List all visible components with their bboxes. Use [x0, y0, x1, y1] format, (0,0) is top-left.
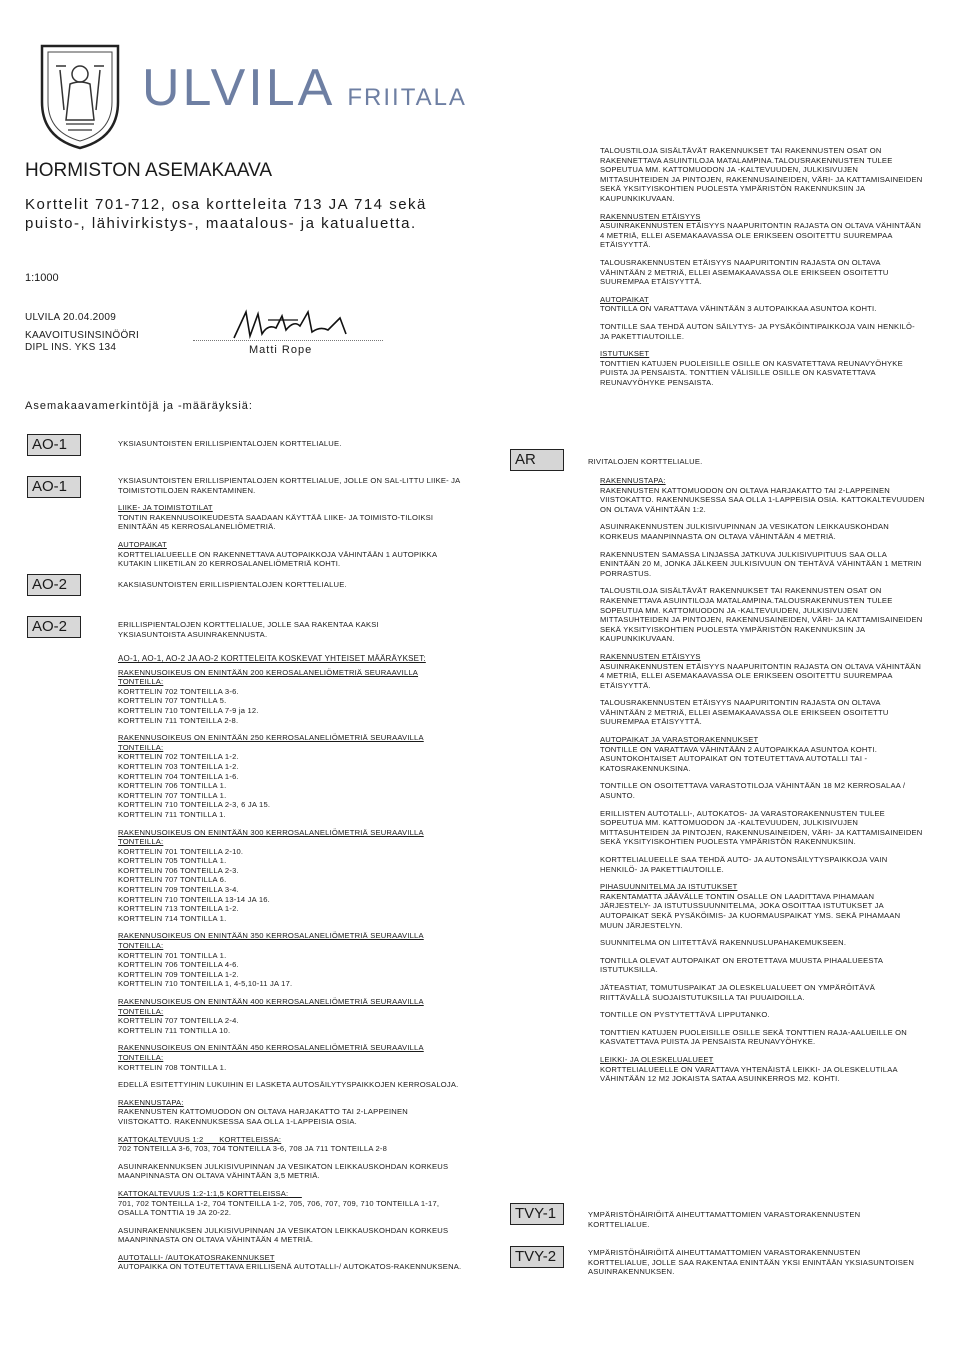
code-tvy2-text: YMPÄRISTÖHÄIRIÖITÄ AIHEUTTAMATTOMIEN VARASTORAKENNUSTEN KORTTELIALUE, JOLLE SAA RAKENTAA ENINTÄÄN YKSI ENINTÄÄN YKSIASUNTOISEN ASUINRAKENNUKSEN.: [588, 1248, 915, 1277]
capacity-line: KORTTELIN 714 TONTILLA 1.: [118, 913, 227, 923]
capacity-line: KORTTELIN 711 TONTEILLA 2-8.: [118, 715, 239, 725]
capacity-line: KORTTELIN 703 TONTEILLA 1-2.: [118, 761, 239, 771]
code-ar: AR: [510, 449, 564, 471]
code-ao2-text: KAKSIASUNTOISTEN ERILLISPIENTALOJEN KORTTELIALUE.: [118, 580, 347, 589]
capacity-line: KORTTELIN 709 TONTEILLA 3-4.: [118, 885, 239, 895]
capacity-line: KORTTELIN 708 TONTILLA 1.: [118, 1062, 227, 1072]
right-top-heading: ISTUTUKSET: [600, 349, 650, 359]
capacity-line: KORTTELIN 710 TONTEILLA 13-14 JA 16.: [118, 894, 270, 904]
capacity-group: [118, 828, 463, 924]
capacity-line: KORTTELIN 713 TONTEILLA 1-2.: [118, 904, 239, 914]
signature-icon: [228, 306, 358, 344]
common-tail-block: [118, 1135, 463, 1154]
ar-heading: LEIKKI- JA OLESKELUALUEET: [600, 1054, 714, 1064]
ar-text: ASUINRAKENNUSTEN JULKISIVUPINNAN JA VESIKATON LEIKKAUSKOHDAN KORKEUS MAANPINNASTA ON OLTAVA VÄHINTÄÄN 4 METRIÄ.: [600, 522, 889, 541]
ar-text: TONTTIEN KATUJEN PUOLEISILLE OSILLE SEKÄ TONTTIEN RAJA-AALUEILLE ON KASVATETTAVA PUISTA JA PENSAISTA REUNAVYÖHYKE.: [600, 1027, 907, 1047]
ao1b-desc: YKSIASUNTOISTEN ERILLISPIENTALOJEN KORTTELIALUE, JOLLE ON SAL-LITTU LIIKE- JA TOIMISTOTILOJEN RAKENTAMINEN.: [118, 476, 461, 495]
common-tail-heading: KATTOKALTEVUUS 1:2 _ _ KORTTELEISSA:: [118, 1134, 282, 1144]
code-ao1-text: YKSIASUNTOISTEN ERILLISPIENTALOJEN KORTTELIALUE.: [118, 439, 342, 448]
ar-block: [600, 983, 925, 1002]
right-top-heading: AUTOPAIKAT: [600, 294, 649, 304]
ar-block: [600, 652, 925, 690]
capacity-line: KORTTELIN 710 TONTEILLA 1, 4-5,10-11 JA 17.: [118, 979, 293, 989]
ar-text: RAKENNUSTEN SAMASSA LINJASSA JATKUVA JULKISIVUPITUUS SAA OLLA ENINTÄÄN 20 M, JONKA JÄLKEEN JULKISIVUUN ON TEHTÄVÄ VÄHINTÄÄN 1 METRIN PORRASTUS.: [600, 549, 922, 578]
ar-text: ERILLISTEN AUTOTALLI-, AUTOKATOS- JA VARASTORAKENNUSTEN TULEE SOPEUTUA MM. KATTOMUODON JA -KALTEVUUDEN, JULKISIVUJEN MITTASUHTEIDEN JA PINTOJEN, RAKENNUSAINEIDEN, VÄRI- JA KATTAMISAINEIDEN SEKÄ YKSITYISKOHTIEN PUOLESTA YMPÄRISTÖN RAKENNUKSIIN.: [600, 808, 923, 847]
ar-text: SUUNNITELMA ON LIITETTÄVÄ RAKENNUSLUPAHAKEMUKSEEN.: [600, 938, 847, 948]
capacity-group: [118, 931, 463, 989]
code-tvy2: TVY-2: [510, 1246, 564, 1268]
common-regulations: [118, 654, 463, 1280]
ar-block: [600, 809, 925, 847]
common-tail-heading: AUTOTALLI- /AUTOKATOSRAKENNUKSET: [118, 1252, 275, 1262]
capacity-line: KORTTELIN 706 TONTEILLA 4-6.: [118, 960, 239, 970]
ar-block: [600, 1028, 925, 1047]
brand: [142, 58, 467, 118]
capacity-heading: RAKENNUSOIKEUS ON ENINTÄÄN 200 KEROSALANELIÖMETRIÄ SEURAAVILLA TONTEILLA:: [118, 667, 419, 687]
ulvila-crest-icon: [36, 40, 124, 152]
plan-scale: 1:1000: [25, 272, 59, 284]
common-tail-block: [118, 1226, 463, 1245]
ar-text: TONTILLE ON VARATTAVA VÄHINTÄÄN 2 AUTOPAIKKAA ASUNTOA KOHTI. ASUNTOKOHTAISET AUTOPAIKAT ON TOTEUTETTAVA AUTOTALLI TAI -KATOSRAKENNUKSINA.: [600, 744, 878, 773]
legend-heading: Asemakaavamerkintöjä ja -määräyksiä:: [25, 400, 253, 412]
common-tail-text: 701, 702 TONTEILLA 1-2, 704 TONTEILLA 1-2, 705, 706, 707, 709, 710 TONTEILLA 1-17, OSALLA TONTTIA 19 JA 20-22.: [118, 1198, 440, 1218]
code-ao1-b: AO-1: [27, 476, 81, 498]
common-tail-text: ASUINRAKENNUKSEN JULKISIVUPINNAN JA VESIKATON LEIKKAUSKOHDAN KORKEUS MAANPINNASTA ON OLTAVA VÄHINTÄÄN 4 METRIÄ.: [118, 1225, 449, 1245]
capacity-heading: RAKENNUSOIKEUS ON ENINTÄÄN 450 KERROSALANELIÖMETRIÄ SEURAAVILLA TONTEILLA:: [118, 1043, 424, 1062]
ar-block: [600, 476, 925, 514]
ar-heading: RAKENNUSTAPA:: [600, 476, 666, 485]
ar-block: [600, 882, 925, 930]
right-top-block: [600, 212, 925, 250]
code-tvy1-text: YMPÄRISTÖHÄIRIÖITÄ AIHEUTTAMATTOMIEN VARASTORAKENNUSTEN KORTTELIALUE.: [588, 1210, 861, 1229]
capacity-heading: RAKENNUSOIKEUS ON ENINTÄÄN 400 KERROSALANELIÖMETRIÄ SEURAAVILLA TONTEILLA:: [118, 997, 424, 1016]
capacity-line: KORTTELIN 710 TONTEILLA 7-9 ja 12.: [118, 705, 259, 715]
ar-text: ASUINRAKENNUSTEN ETÄISYYS NAAPURITONTIN RAJASTA ON OLTAVA VÄHINTÄÄN 4 METRIÄ, ELLEI ASEMAKAAVASSA OLE ERIKSEEN OSOITETTU SUUREMPAA ETÄISYYTTÄ.: [600, 661, 922, 690]
code-ao1-b-text: [118, 476, 463, 569]
capacity-line: KORTTELIN 711 TONTILLA 1.: [118, 809, 226, 819]
capacity-group: [118, 668, 463, 726]
capacity-line: KORTTELIN 709 TONTEILLA 1-2.: [118, 969, 239, 979]
capacity-group: [118, 997, 463, 1035]
ar-text: TONTILLA OLEVAT AUTOPAIKAT ON EROTETTAVA MUUSTA PIHAALUEESTA ISTUTUKSILLA.: [600, 955, 883, 975]
ar-block: [600, 938, 925, 948]
code-ao2: AO-2: [27, 574, 81, 596]
plan-date: ULVILA 20.04.2009: [25, 312, 117, 323]
plan-title: HORMISTON ASEMAKAAVA: [25, 160, 273, 181]
capacity-line: KORTTELIN 706 TONTILLA 1.: [118, 781, 227, 791]
capacity-group: [118, 1043, 463, 1072]
ar-text: RAKENNUSTEN KATTOMUODON ON OLTAVA HARJAKATTO TAI 2-LAPPEINEN VIISTOKATTO. RAKENNUKSESSA SAA OLLA 1-LAPPEISIA OSIA. KATTOKALTEVUUDEN ON OLTAVA VÄHINTÄÄN 1:2.: [600, 485, 925, 514]
code-ar-text: RIVITALOJEN KORTTELIALUE.: [588, 457, 703, 466]
capacity-line: KORTTELIN 707 TONTEILLA 2-4.: [118, 1016, 239, 1026]
ao1b-sub-heading-2: AUTOPAIKAT: [118, 539, 167, 549]
ar-block: [600, 550, 925, 579]
ar-text: RAKENTAMATTA JÄÄVÄLLE TONTIN OSALLE ON LAADITTAVA PIHAMAAN JÄRJESTELY- JA ISTUTUSSUUNNITELMA, JOKA OSOITTAA ISTUTUKSET JA AUTOPAIKAT SEKÄ PYSÄKÖIMIS- JA KUORMAUSPAIKAT YMS. SEKÄ PIHAMAAN MUUN JÄRJESTELYN.: [600, 891, 901, 930]
common-tail-text: ASUINRAKENNUKSEN JULKISIVUPINNAN JA VESIKATON LEIKKAUSKOHDAN KORKEUS MAANPINNASTA ON OLTAVA VÄHINTÄÄN 3,5 METRIÄ.: [118, 1161, 449, 1181]
capacity-line: KORTTELIN 707 TONTILLA 6.: [118, 875, 227, 885]
ao1b-sub-text-1: TONTIN RAKENNUSOIKEUDESTA SAADAAN KÄYTTÄÄ LIIKE- JA TOIMISTO-TILOIKSI ENINTÄÄN 45 KERROSALANELIÖMETRIÄ.: [118, 512, 434, 532]
right-top-block: [600, 349, 925, 387]
right-top-block: [600, 295, 925, 314]
signer-role-2: DIPL INS. YKS 134: [25, 342, 117, 353]
code-tvy1: TVY-1: [510, 1203, 564, 1225]
code-ao2-b-text: ERILLISPIENTALOJEN KORTTELIALUE, JOLLE SAA RAKENTAA KAKSI YKSIASUNTOISTA ASUINRAKENNUSTA.: [118, 620, 379, 639]
ar-text: KORTTELIALUEELLE SAA TEHDÄ AUTO- JA AUTONSÄILYTYSPAIKKOJA VAIN HENKILÖ- JA PAKETTIAUTOILLE.: [600, 855, 888, 874]
capacity-line: KORTTELIN 701 TONTEILLA 2-10.: [118, 846, 244, 856]
ar-block: [600, 522, 925, 541]
right-top-block: [600, 258, 925, 287]
capacity-line: KORTTELIN 702 TONTEILLA 1-2.: [118, 752, 239, 762]
signer-name: Matti Rope: [249, 344, 313, 356]
right-top-text: TALOUSTILOJA SISÄLTÄVÄT RAKENNUKSET TAI RAKENNUSTEN OSAT ON RAKENNETTAVA ASUINTILOJA MATALAMPINA.TALOUSRAKENNUSTEN TULEE SOPEUTUA MM. KATTOMUODON JA -KALTEVUUDEN, JULKISIVUJEN MITTASUHTEIDEN JA PINTOJEN, RAKENNUSAINEIDEN, VÄRI- JA KATTAMISAINEIDEN SEKÄ YKSITYISKOHTIEN PUOLESTA YMPÄRISTÖN RAKENNUKSIIN JA KAUPUNKIKUVAAN.: [600, 146, 923, 203]
signature-line: [193, 340, 383, 341]
capacity-line: KORTTELIN 705 TONTILLA 1.: [118, 856, 227, 866]
ar-block: [600, 1010, 925, 1020]
ar-heading: RAKENNUSTEN ETÄISYYS: [600, 651, 701, 661]
capacity-line: KORTTELIN 701 TONTILLA 1.: [118, 950, 227, 960]
capacity-heading: RAKENNUSOIKEUS ON ENINTÄÄN 350 KERROSALANELIÖMETRIÄ SEURAAVILLA TONTEILLA:: [118, 931, 424, 951]
ar-block: [600, 735, 925, 773]
common-tail-block: [118, 1098, 463, 1127]
right-top-text: TONTILLE SAA TEHDÄ AUTON SÄILYTYS- JA PYSÄKÖINTIPAIKKOJA VAIN HENKILÖ- JA PAKETTIAUTOILLE.: [600, 321, 915, 341]
common-tail-block: [118, 1162, 463, 1181]
ar-block: [600, 781, 925, 800]
code-ao2-b: AO-2: [27, 616, 81, 638]
right-top-text: TONTTIEN KATUJEN PUOLEISILLE OSILLE ON KASVATETTAVA REUNAVYÖHYKE PUISTA JA PENSAISTA. TONTTIEN VÄLISILLE OSILLE ON KASVATETTAVA REUNAVYÖHYKE PENSAISTA.: [600, 358, 903, 387]
code-ao1: AO-1: [27, 434, 81, 456]
capacity-line: KORTTELIN 707 TONTILLA 5.: [118, 696, 227, 706]
ar-text: KORTTELIALUEELLE ON VARATTAVA YHTENÄISTÄ LEIKKI- JA OLESKELUTILAA VÄHINTÄÄN 12 M2 JOKAISTA SATAA ASUINKERROS M2. KOHTI.: [600, 1064, 898, 1084]
ar-heading: PIHASUUNNITELMA JA ISTUTUKSET: [600, 882, 738, 892]
ar-block: [600, 586, 925, 644]
ao1b-sub-heading-1: LIIKE- JA TOIMISTOTILAT: [118, 503, 213, 513]
capacity-line: KORTTELIN 710 TONTEILLA 2-3, 6 JA 15.: [118, 800, 271, 810]
common-tail-heading: KATTOKALTEVUUS 1:2-1:1,5 KORTTELEISSA: _ _: [118, 1188, 302, 1198]
brand-sub: FRIITALA: [347, 84, 467, 111]
common-tail-text: EDELLÄ ESITETTYIHIN LUKUIHIN EI LASKETA AUTOSÄILYTYSPAIKKOJEN KERROSALOJA.: [118, 1080, 459, 1090]
common-tail-text: RAKENNUSTEN KATTOMUODON ON OLTAVA HARJAKATTO TAI 2-LAPPEINEN VIISTOKATTO. RAKENNUKSESSA SAA OLLA 1-LAPPEISIA OSIA.: [118, 1107, 408, 1126]
brand-main: ULVILA: [142, 59, 336, 117]
capacity-line: KORTTELIN 711 TONTILLA 10.: [118, 1025, 231, 1035]
signer-role-1: KAAVOITUSINSINÖÖRI: [25, 330, 140, 341]
capacity-line: KORTTELIN 704 TONTEILLA 1-6.: [118, 771, 239, 781]
ar-block: [600, 855, 925, 874]
capacity-heading: RAKENNUSOIKEUS ON ENINTÄÄN 300 KERROSALANELIÖMETRIÄ SEURAAVILLA TONTEILLA:: [118, 827, 424, 847]
ar-text: TALOUSRAKENNUSTEN ETÄISYYS NAAPURITONTIN RAJASTA ON OLTAVA VÄHINTÄÄN 2 METRIÄ, ELLEI ASEMAKAAVASSA OLE ERIKSEEN OSOITETTU SUUREMPAA ETÄISYYTTÄ.: [600, 698, 889, 727]
ar-block: [600, 1055, 925, 1084]
capacity-line: KORTTELIN 707 TONTILLA 1.: [118, 790, 227, 800]
ar-block: [600, 956, 925, 975]
common-heading: AO-1, AO-1, AO-2 JA AO-2 KORTTELEITA KOSKEVAT YHTEISET MÄÄRÄYKSET:: [118, 654, 426, 663]
common-tail-block: [118, 1189, 463, 1218]
ar-heading: AUTOPAIKAT JA VARASTORAKENNUKSET: [600, 735, 759, 745]
plan-subtitle: Korttelit 701-712, osa kortteleita 713 JA 714 sekä puisto-, lähivirkistys-, maatalous- ja katualuetta.: [25, 196, 427, 232]
common-groups: [118, 668, 463, 1272]
ar-block: [600, 698, 925, 727]
ar-text: JÄTEASTIAT, TOMUTUSPAIKAT JA OLESKELUALUEET ON YMPÄRÖITÄVÄ RIITTÄVÄLLÄ SUOJAISTUTUKSILLA TAI PUUAIDOILLA.: [600, 982, 876, 1002]
common-tail-block: [118, 1253, 463, 1272]
right-top-column: [600, 146, 925, 395]
common-tail-block: [118, 1080, 463, 1090]
ao1b-sub-text-2: KORTTELIALUEELLE ON RAKENNETTAVA AUTOPAIKKOJA VÄHINTÄÄN 1 AUTOPIKKA KUTAKIN LIIKETILAN 20 KERROSALANELIÖMETRIÄ KOHTI.: [118, 549, 437, 569]
capacity-line: KORTTELIN 706 TONTEILLA 2-3.: [118, 865, 239, 875]
right-top-block: [600, 146, 925, 204]
ar-text: TONTILLE ON OSOITETTAVA VARASTOTILOJA VÄHINTÄÄN 18 M2 KERROSALAA / ASUNTO.: [600, 781, 906, 801]
capacity-group: [118, 733, 463, 819]
ar-text: TALOUSTILOJA SISÄLTÄVÄT RAKENNUKSET TAI RAKENNUSTEN OSAT ON RAKENNETTAVA ASUINTILOJA MATALAMPINA.TALOUSRAKENNUSTEN TULEE SOPEUTUA MM. KATTOMUODON JA -KALTEVUUDEN, JULKISIVUJEN MITTASUHTEIDEN JA PINTOJEN, RAKENNUSAINEIDEN, VÄRI- JA KATTAMISAINEIDEN SEKÄ YKSITYISKOHTIEN PUOLESTA YMPÄRISTÖN RAKENNUKSIIN JA KAUPUNKIKUVAAN.: [600, 586, 923, 644]
right-top-text: ASUINRAKENNUSTEN ETÄISYYS NAAPURITONTIN RAJASTA ON OLTAVA VÄHINTÄÄN 4 METRIÄ, ELLEI ASEMAKAAVASSA OLE ERIKSEEN OSOITETTU SUUREMPAA ETÄISYYTTÄ.: [600, 221, 922, 250]
right-top-text: TALOUSRAKENNUSTEN ETÄISYYS NAAPURITONTIN RAJASTA ON OLTAVA VÄHINTÄÄN 2 METRIÄ, ELLEI ASEMAKAAVASSA OLE ERIKSEEN OSOITETTU SUUREMPAA ETÄISYYTTÄ.: [600, 257, 889, 287]
right-top-heading: RAKENNUSTEN ETÄISYYS: [600, 211, 701, 221]
right-top-block: [600, 322, 925, 341]
right-top-text: TONTILLA ON VARATTAVA VÄHINTÄÄN 3 AUTOPAIKKAA ASUNTOA KOHTI.: [600, 304, 877, 314]
common-tail-text: 702 TONTEILLA 3-6, 703, 704 TONTEILLA 3-6, 708 JA 711 TONTEILLA 2-8: [118, 1144, 388, 1154]
capacity-line: KORTTELIN 702 TONTEILLA 3-6.: [118, 686, 239, 696]
common-tail-heading: RAKENNUSTAPA:: [118, 1097, 184, 1107]
common-tail-text: AUTOPAIKKA ON TOTEUTETTAVA ERILLISENÄ AUTOTALLI-/ AUTOKATOS-RAKENNUKSENA.: [118, 1262, 462, 1272]
ar-regulations: [600, 476, 925, 1092]
capacity-heading: RAKENNUSOIKEUS ON ENINTÄÄN 250 KERROSALANELIÖMETRIÄ SEURAAVILLA TONTEILLA:: [118, 733, 424, 752]
ar-text: TONTILLE ON PYSTYTETTÄVÄ LIPPUTANKO.: [600, 1010, 770, 1020]
